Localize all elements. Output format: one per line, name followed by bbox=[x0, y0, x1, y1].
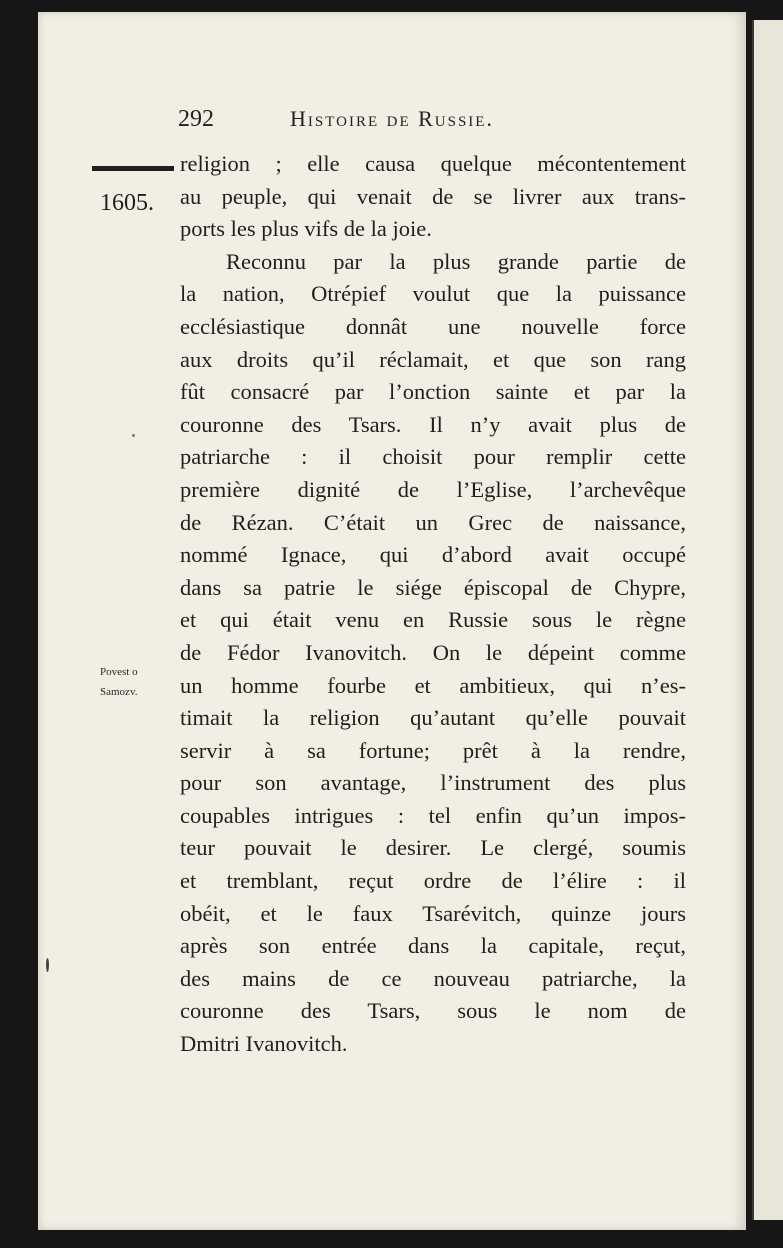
text-line: et tremblant, reçut ordre de l’élire : il bbox=[180, 868, 686, 894]
text-line: première dignité de l’Eglise, l’archevêque bbox=[180, 476, 686, 502]
text-line: au peuple, qui venait de se livrer aux trans- bbox=[180, 183, 686, 209]
text-line: couronne des Tsars. Il n’y avait plus de bbox=[180, 411, 686, 437]
text-line: teur pouvait le desirer. Le clergé, soumis bbox=[180, 835, 686, 861]
text-line: couronne des Tsars, sous le nom de bbox=[180, 998, 686, 1024]
text-line: de Fédor Ivanovitch. On le dépeint comme bbox=[180, 639, 686, 665]
text-line: timait la religion qu’autant qu’elle pouvait bbox=[180, 705, 686, 731]
margin-rule bbox=[92, 166, 174, 171]
text-line: dans sa patrie le siége épiscopal de Chypre, bbox=[180, 574, 686, 600]
text-line: aux droits qu’il réclamait, et que son rang bbox=[180, 346, 686, 372]
text-line: Reconnu par la plus grande partie de bbox=[226, 248, 686, 274]
text-line: coupables intrigues : tel enfin qu’un impos- bbox=[180, 802, 686, 828]
running-title: Histoire de Russie. bbox=[290, 106, 494, 131]
text-line: patriarche : il choisit pour remplir cette bbox=[180, 444, 686, 470]
adjacent-page-edge bbox=[752, 20, 783, 1220]
margin-note-line-1: Povest o bbox=[100, 666, 138, 678]
text-line: pour son avantage, l’instrument des plus bbox=[180, 770, 686, 796]
body-text bbox=[180, 148, 686, 1061]
text-line: Dmitri Ivanovitch. bbox=[180, 1031, 348, 1057]
text-line: des mains de ce nouveau patriarche, la bbox=[180, 965, 686, 991]
page-header bbox=[178, 100, 698, 140]
paper-fleck bbox=[46, 958, 49, 972]
paper-fleck bbox=[132, 434, 135, 437]
margin-year: 1605. bbox=[100, 190, 154, 216]
page-number: 292 bbox=[178, 106, 214, 132]
text-line: après son entrée dans la capitale, reçut, bbox=[180, 933, 686, 959]
text-line: servir à sa fortune; prêt à la rendre, bbox=[180, 737, 686, 763]
text-line: fût consacré par l’onction sainte et par la bbox=[180, 379, 686, 405]
text-line: religion ; elle causa quelque mécontentement bbox=[180, 151, 686, 176]
text-line: de Rézan. C’était un Grec de naissance, bbox=[180, 509, 686, 535]
text-line: nommé Ignace, qui d’abord avait occupé bbox=[180, 542, 686, 568]
text-line: et qui était venu en Russie sous le règne bbox=[180, 607, 686, 633]
text-line: un homme fourbe et ambitieux, qui n’es- bbox=[180, 672, 686, 698]
text-line: ecclésiastique donnât une nouvelle force bbox=[180, 313, 686, 339]
text-line: ports les plus vifs de la joie. bbox=[180, 216, 432, 242]
text-line: obéit, et le faux Tsarévitch, quinze jours bbox=[180, 900, 686, 926]
margin-note-line-2: Samozv. bbox=[100, 686, 138, 698]
text-line: la nation, Otrépief voulut que la puissance bbox=[180, 281, 686, 307]
